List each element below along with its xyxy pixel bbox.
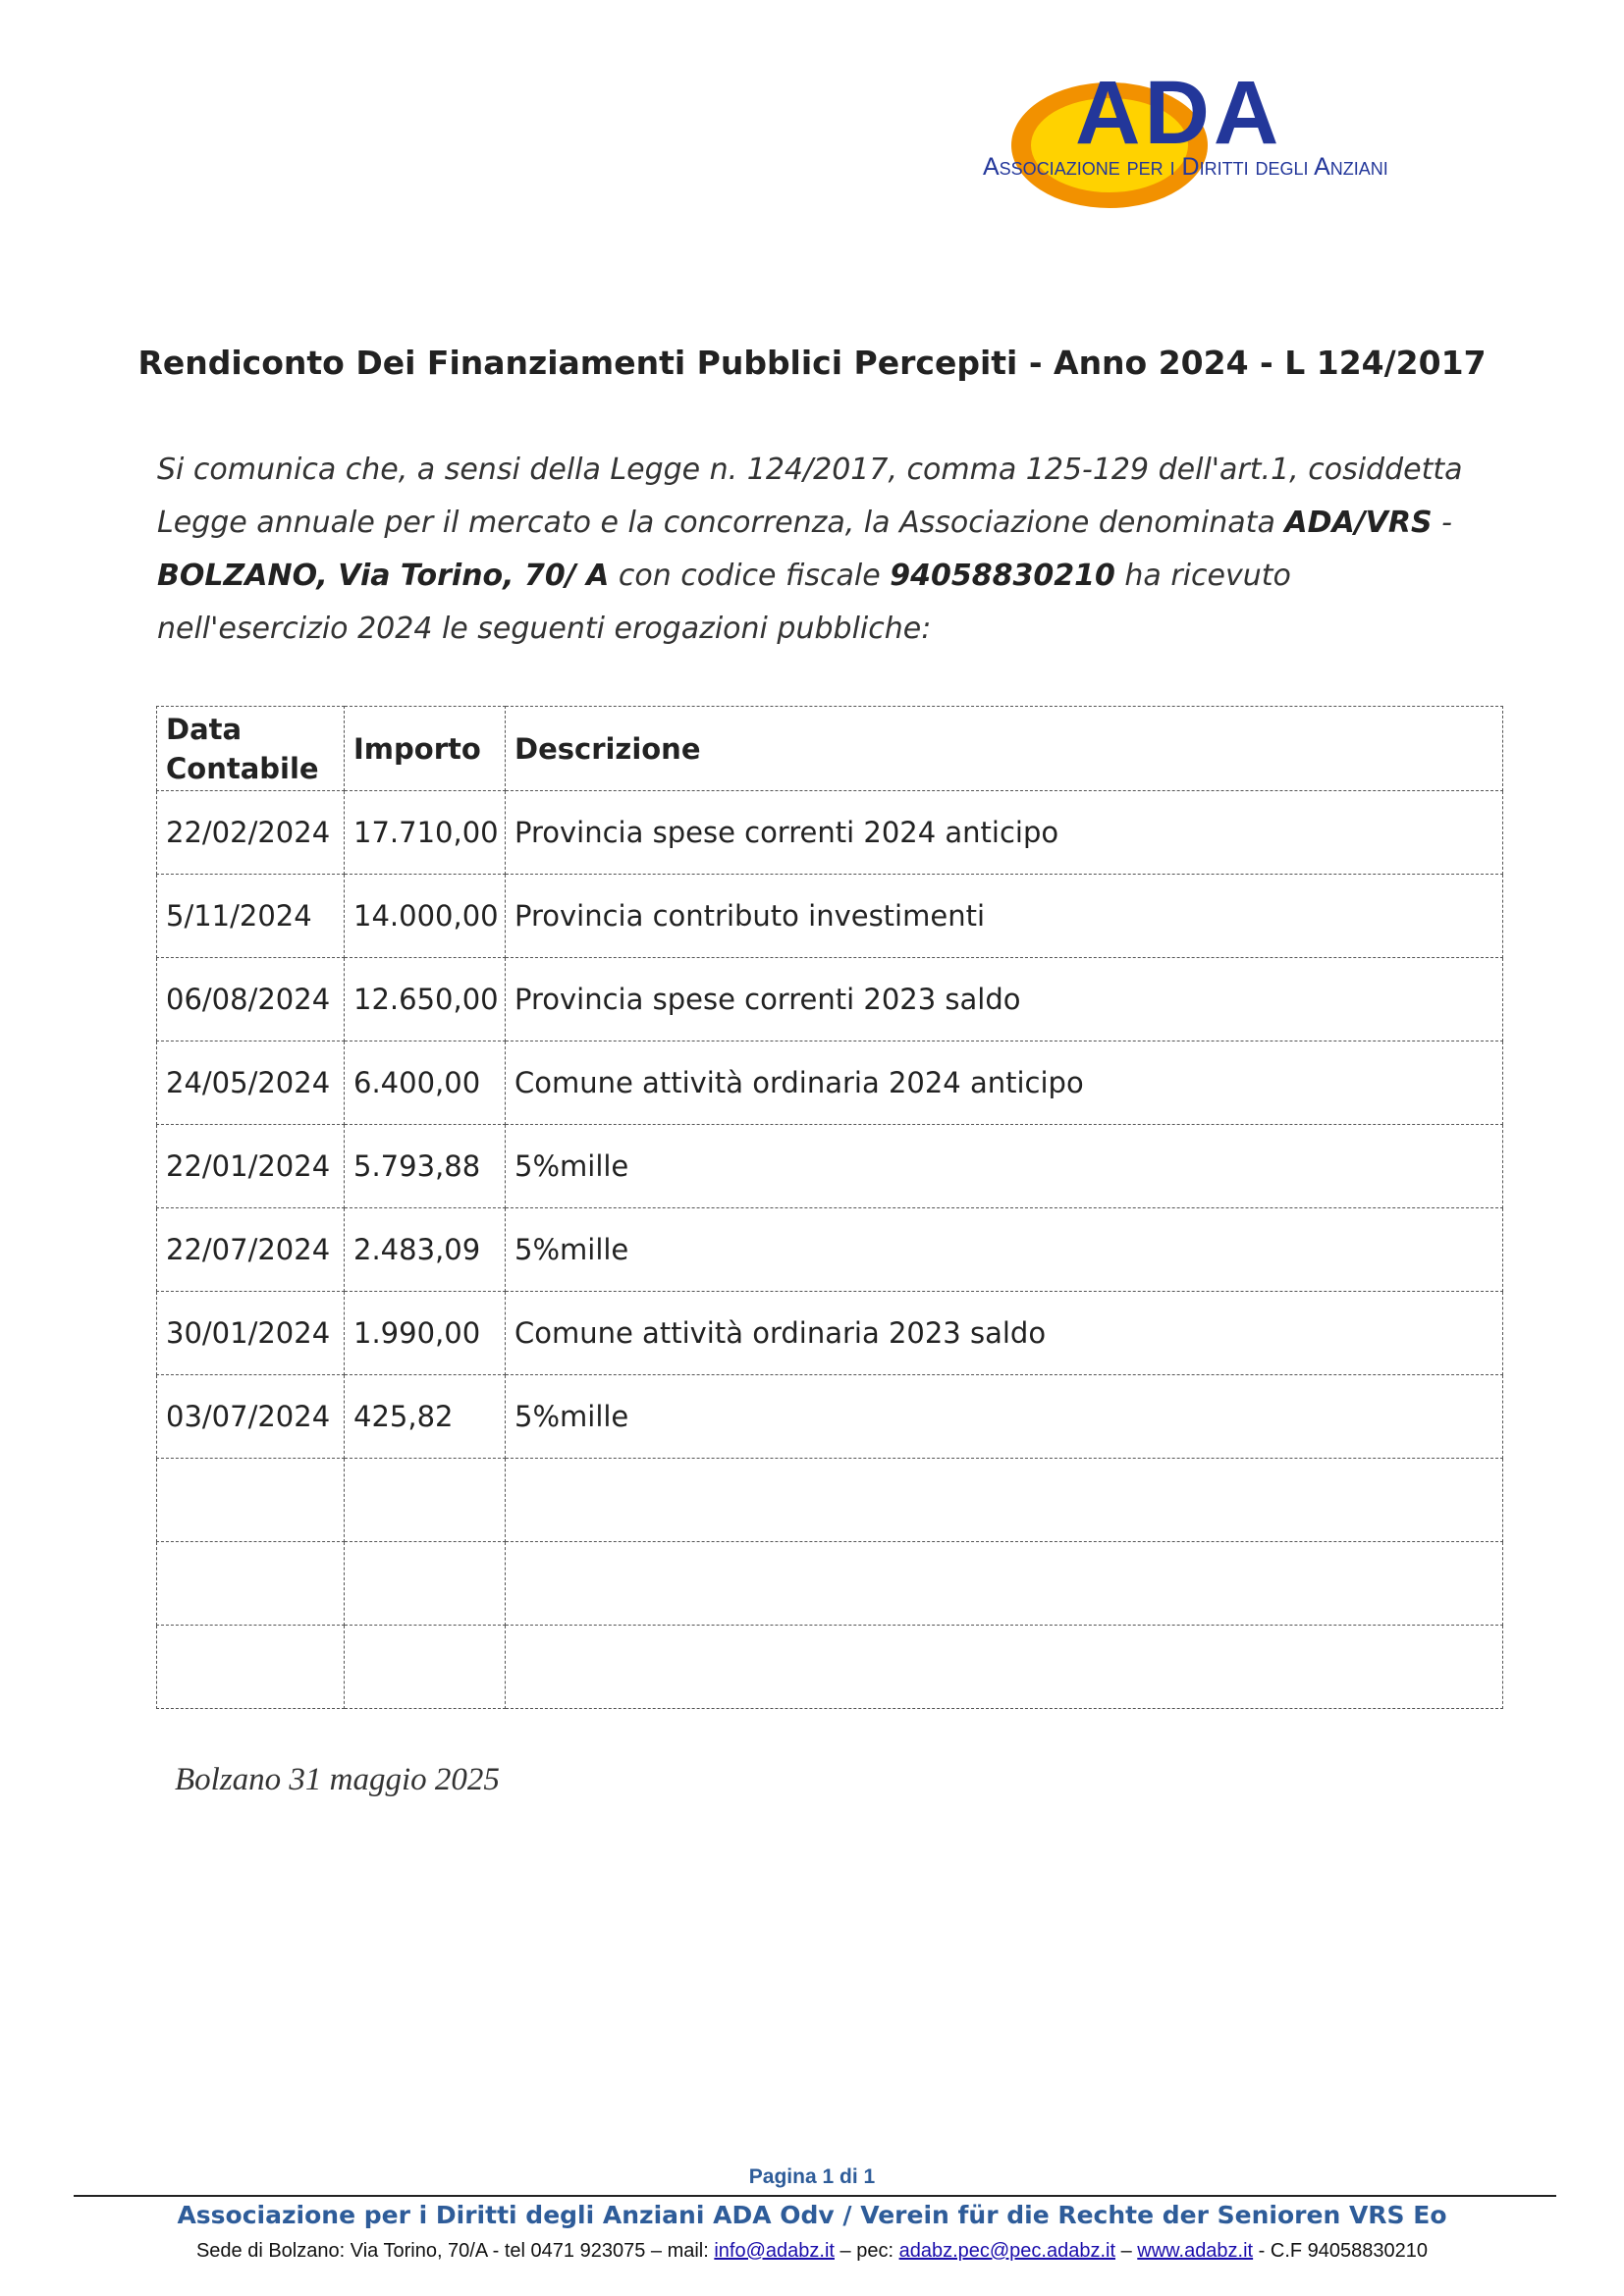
cell-date: 30/01/2024 [157, 1292, 345, 1375]
cell-amount: 17.710,00 [345, 791, 506, 875]
cell-description: 5%mille [506, 1375, 1503, 1459]
cell-amount: 425,82 [345, 1375, 506, 1459]
cell-description [506, 1626, 1503, 1709]
cell-amount: 1.990,00 [345, 1292, 506, 1375]
cell-description: 5%mille [506, 1125, 1503, 1208]
cell-date: 06/08/2024 [157, 958, 345, 1041]
footer-org-name: Associazione per i Diritti degli Anziani ADA Odv / Verein für die Rechte der Senioren VRS Eo [177, 2201, 1447, 2229]
cell-amount: 2.483,09 [345, 1208, 506, 1292]
cell-description: Provincia contributo investimenti [506, 875, 1503, 958]
cell-amount: 14.000,00 [345, 875, 506, 958]
intro-fiscal-code: 94058830210 [890, 559, 1115, 593]
footer-addr-prefix: Sede di Bolzano: Via Torino, 70/A - tel 0471 923075 – mail: [195, 2240, 715, 2262]
table-row [157, 1041, 1503, 1125]
table-row [157, 1292, 1503, 1375]
table-row [157, 791, 1503, 875]
pec-link[interactable]: adabz.pec@pec.adabz.it [898, 2240, 1116, 2262]
table-row [157, 1375, 1503, 1459]
cell-description: Comune attività ordinaria 2024 anticipo [506, 1041, 1503, 1125]
cell-description: Comune attività ordinaria 2023 saldo [506, 1292, 1503, 1375]
table-row-empty [157, 1626, 1503, 1709]
intro-place: BOLZANO, Via Torino, 70/ A [157, 559, 610, 593]
header-date [157, 707, 345, 791]
table-row [157, 1125, 1503, 1208]
header-date-line1: Data [166, 712, 243, 746]
ada-logo-graphic [977, 77, 1483, 214]
header-amount: Importo [345, 707, 506, 791]
intro-sep: - [1432, 506, 1452, 540]
cell-amount [345, 1542, 506, 1626]
table-header-row [157, 707, 1503, 791]
footer-address [0, 2240, 1624, 2263]
cell-description [506, 1459, 1503, 1542]
cell-date: 24/05/2024 [157, 1041, 345, 1125]
intro-org: ADA/VRS [1284, 506, 1433, 540]
cell-date [157, 1542, 345, 1626]
footer-web-sep: – [1115, 2240, 1138, 2262]
cell-date: 22/01/2024 [157, 1125, 345, 1208]
table-row [157, 958, 1503, 1041]
intro-text-1: Si comunica che, a sensi della Legge n. 124/2017, comma 125-129 dell'art.1, cosiddetta Legge annuale per il mercato e la concorrenza, la Associazione denominata [157, 453, 1463, 540]
document-title: Rendiconto Dei Finanziamenti Pubblici Percepiti - Anno 2024 - L 124/2017 [137, 344, 1487, 382]
cell-description: 5%mille [506, 1208, 1503, 1292]
cell-amount: 12.650,00 [345, 958, 506, 1041]
funding-table [156, 706, 1503, 1709]
header-description: Descrizione [506, 707, 1503, 791]
logo-tagline: Associazione per i Diritti degli Anziani [983, 153, 1388, 181]
cell-date: 5/11/2024 [157, 875, 345, 958]
logo-mark: ADA [1075, 77, 1283, 163]
intro-text-3: ha ricevuto nell'esercizio 2024 le seguenti erogazioni pubbliche: [157, 559, 1291, 646]
cell-date: 22/07/2024 [157, 1208, 345, 1292]
header-date-line2: Contabile [166, 751, 319, 785]
table-row [157, 875, 1503, 958]
cell-date [157, 1626, 345, 1709]
cell-date: 03/07/2024 [157, 1375, 345, 1459]
website-link[interactable]: www.adabz.it [1137, 2240, 1254, 2262]
cell-date [157, 1459, 345, 1542]
page-number: Pagina 1 di 1 [748, 2165, 876, 2188]
intro-text-2: con codice fiscale [609, 559, 891, 593]
cell-description [506, 1542, 1503, 1626]
table-row-empty [157, 1542, 1503, 1626]
cell-description: Provincia spese correnti 2023 saldo [506, 958, 1503, 1041]
footer-cf: - C.F 94058830210 [1253, 2240, 1429, 2262]
footer-divider [74, 2195, 1556, 2197]
table-row [157, 1208, 1503, 1292]
table-row-empty [157, 1459, 1503, 1542]
footer-pec-prefix: – pec: [834, 2240, 899, 2262]
cell-amount: 5.793,88 [345, 1125, 506, 1208]
intro-paragraph [157, 444, 1478, 656]
cell-amount [345, 1626, 506, 1709]
cell-date: 22/02/2024 [157, 791, 345, 875]
cell-description: Provincia spese correnti 2024 anticipo [506, 791, 1503, 875]
cell-amount: 6.400,00 [345, 1041, 506, 1125]
date-place: Bolzano 31 maggio 2025 [175, 1762, 500, 1797]
cell-amount [345, 1459, 506, 1542]
email-link[interactable]: info@adabz.it [714, 2240, 835, 2262]
ada-logo [977, 77, 1483, 214]
